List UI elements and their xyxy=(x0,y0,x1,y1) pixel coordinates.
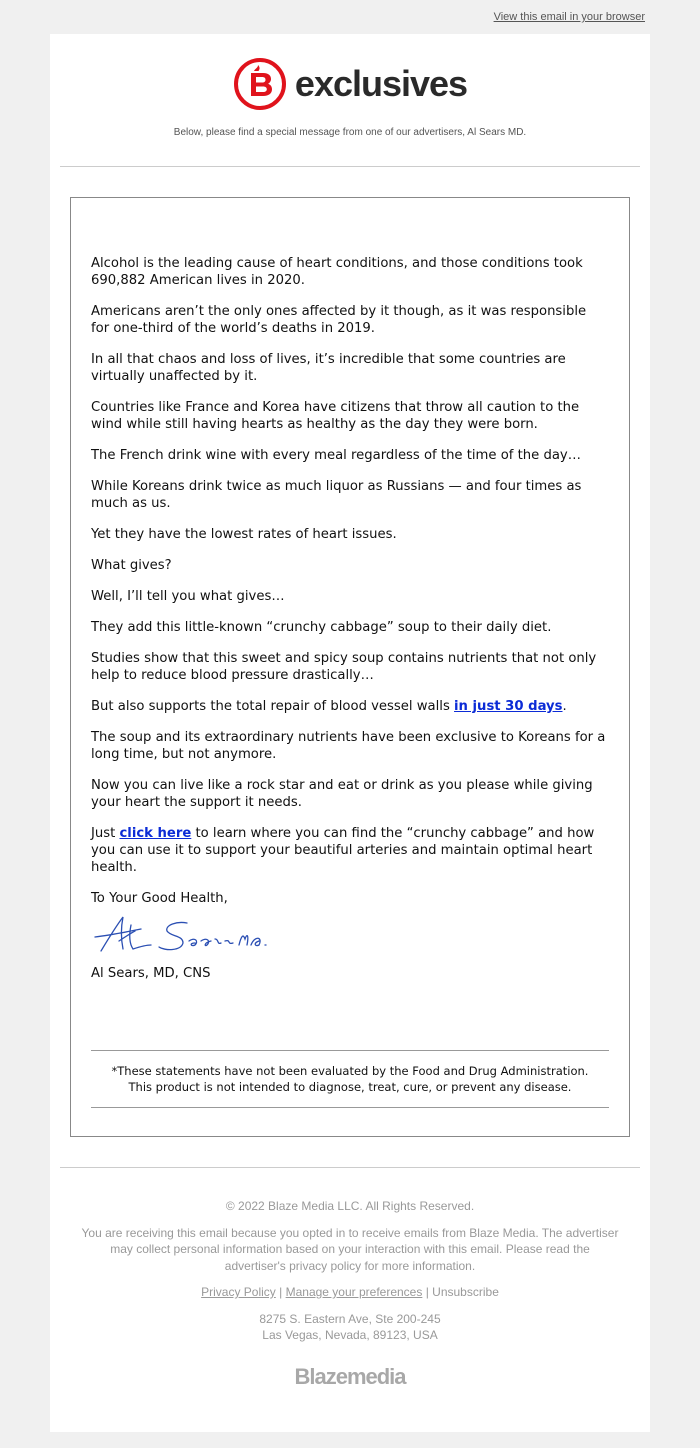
view-in-browser-link[interactable]: View this email in your browser xyxy=(493,11,645,23)
message-paragraph: The soup and its extraordinary nutrients have been exclusive to Koreans for a long time, but not anymore. xyxy=(91,730,606,762)
divider xyxy=(60,1167,640,1168)
closing-line: To Your Good Health, xyxy=(91,891,228,906)
footer xyxy=(80,1198,620,1354)
email-container xyxy=(50,34,650,1432)
disclaimer-line: *These statements have not been evaluated by the Food and Drug Administration. xyxy=(111,1064,589,1078)
message-paragraph: Now you can live like a rock star and eat or drink as you please while giving your heart the support it needs. xyxy=(91,778,593,810)
mailing-address xyxy=(80,1311,620,1344)
message-paragraph: Studies show that this sweet and spicy soup contains nutrients that not only help to reduce blood pressure drastically… xyxy=(91,651,597,683)
signer-name: Al Sears, MD, CNS xyxy=(91,966,211,981)
privacy-policy-link[interactable]: Privacy Policy xyxy=(201,1285,276,1299)
footer-links xyxy=(80,1284,620,1301)
message-paragraph: What gives? xyxy=(91,558,172,573)
disclaimer-line: This product is not intended to diagnose, treat, cure, or prevent any disease. xyxy=(128,1080,572,1094)
logo-wordmark: exclusives xyxy=(294,63,468,104)
message-paragraph: In all that chaos and loss of lives, it’s incredible that some countries are virtually unaffected by it. xyxy=(91,352,566,384)
message-paragraph-click-here xyxy=(91,825,607,876)
divider xyxy=(60,166,640,167)
exclusives-logo xyxy=(50,56,650,112)
opt-in-notice: You are receiving this email because you opted in to receive emails from Blaze Media. The advertiser may collect personal information based on your interaction with this email. Please read the advertiser's privacy policy for more information. xyxy=(81,1225,619,1273)
paragraph-text: . xyxy=(562,699,567,714)
message-paragraph: Countries like France and Korea have citizens that throw all caution to the wind while still having hearts as healthy as the day they were born. xyxy=(91,400,580,432)
blaze-media-wordmark: Blazemedia xyxy=(294,1364,406,1389)
message-paragraph: The French drink wine with every meal regardless of the time of the day… xyxy=(91,448,581,463)
message-paragraph: Americans aren’t the only ones affected by it though, as it was responsible for one-third of the world’s deaths in 2019. xyxy=(91,304,587,336)
manage-preferences-link[interactable]: Manage your preferences xyxy=(285,1285,423,1299)
message-body xyxy=(91,255,607,996)
blaze-media-logo xyxy=(50,1364,650,1390)
advertiser-message-box xyxy=(70,197,630,1137)
address-line: Las Vegas, Nevada, 89123, USA xyxy=(262,1328,438,1342)
message-paragraph: Alcohol is the leading cause of heart conditions, and those conditions took 690,882 American lives in 2020. xyxy=(91,256,583,288)
copyright: © 2022 Blaze Media LLC. All Rights Reserved. xyxy=(225,1199,475,1213)
unsubscribe-link[interactable]: Unsubscribe xyxy=(432,1285,499,1299)
intro-text: Below, please find a special message from one of our advertisers, Al Sears MD. xyxy=(173,127,527,138)
link-separator: | xyxy=(279,1285,283,1299)
handwritten-signature xyxy=(91,911,271,955)
message-paragraph: They add this little-known “crunchy cabbage” soup to their daily diet. xyxy=(91,620,552,635)
click-here-link[interactable]: click here xyxy=(119,826,192,841)
top-bar xyxy=(0,0,700,34)
paragraph-text: to learn where you can find the “crunchy cabbage” and how you can use it to support your beautiful arteries and maintain optimal heart health. xyxy=(91,826,595,875)
paragraph-text: But also supports the total repair of blood vessel walls xyxy=(91,699,455,714)
fda-disclaimer xyxy=(91,1050,609,1108)
message-paragraph: While Koreans drink twice as much liquor as Russians — and four times as much as us. xyxy=(91,479,582,511)
paragraph-text: Just xyxy=(91,826,120,841)
blaze-b-logo-icon xyxy=(233,57,287,111)
in-just-30-days-link[interactable]: in just 30 days xyxy=(454,699,563,714)
message-paragraph: Well, I’ll tell you what gives… xyxy=(91,589,285,604)
link-separator: | xyxy=(425,1285,429,1299)
address-line: 8275 S. Eastern Ave, Ste 200-245 xyxy=(259,1311,441,1326)
message-paragraph-30-days xyxy=(91,698,607,715)
message-paragraph: Yet they have the lowest rates of heart issues. xyxy=(91,527,397,542)
